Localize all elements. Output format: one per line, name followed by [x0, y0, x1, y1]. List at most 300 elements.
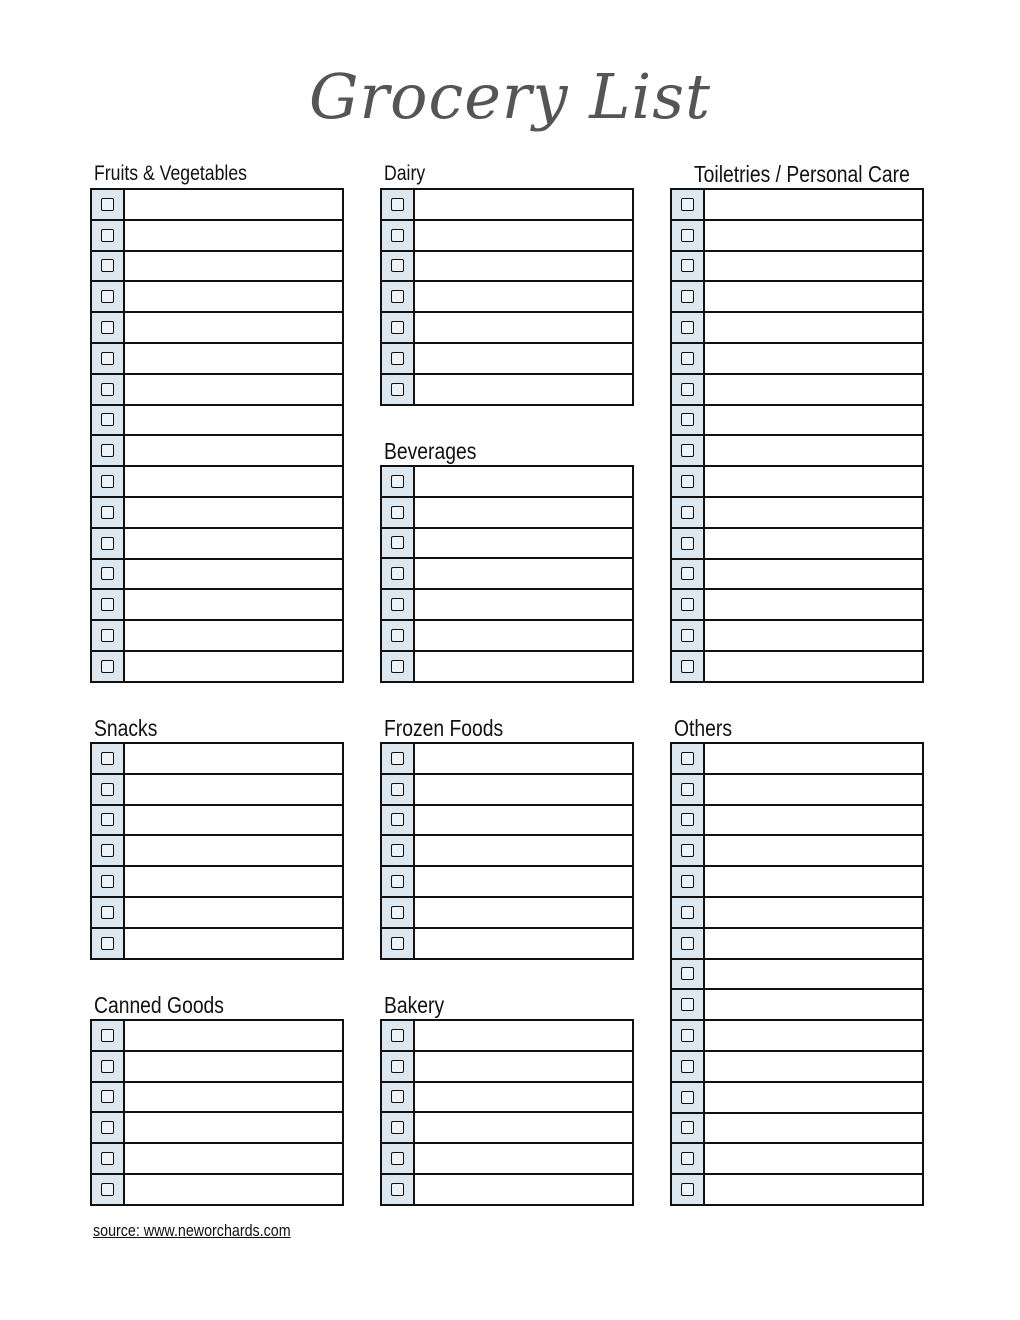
- item-write-line[interactable]: [705, 806, 922, 835]
- item-write-line[interactable]: [705, 836, 922, 865]
- list-item: [92, 898, 342, 929]
- list-item: [382, 252, 632, 283]
- item-write-line[interactable]: [125, 529, 342, 558]
- checkbox-cell: [382, 621, 415, 650]
- item-write-line[interactable]: [125, 744, 342, 773]
- list-item: [382, 929, 632, 960]
- checkbox[interactable]: [391, 660, 404, 673]
- item-write-line[interactable]: [415, 559, 632, 588]
- checkbox-cell: [672, 775, 705, 804]
- item-write-line[interactable]: [415, 282, 632, 311]
- checkbox[interactable]: [101, 229, 114, 242]
- page-title: Grocery List: [308, 60, 711, 133]
- checkbox[interactable]: [101, 537, 114, 550]
- checkbox[interactable]: [681, 906, 694, 919]
- checkbox-cell: [672, 960, 705, 989]
- list-item: [92, 467, 342, 498]
- checkbox-cell: [672, 406, 705, 435]
- item-write-line[interactable]: [415, 313, 632, 342]
- item-write-line[interactable]: [705, 1144, 922, 1173]
- checkbox[interactable]: [101, 444, 114, 457]
- item-write-line[interactable]: [125, 1083, 342, 1112]
- item-write-line[interactable]: [125, 1021, 342, 1050]
- item-write-line[interactable]: [415, 1175, 632, 1204]
- checkbox[interactable]: [681, 567, 694, 580]
- list-item: [92, 375, 342, 406]
- item-write-line[interactable]: [705, 344, 922, 373]
- item-write-line[interactable]: [705, 1052, 922, 1081]
- item-write-line[interactable]: [125, 1175, 342, 1204]
- list-item: [382, 529, 632, 560]
- checkbox[interactable]: [101, 1121, 114, 1134]
- item-write-line[interactable]: [125, 652, 342, 681]
- list-item: [92, 1113, 342, 1144]
- checkbox[interactable]: [391, 1090, 404, 1103]
- checkbox[interactable]: [391, 783, 404, 796]
- checkbox[interactable]: [101, 906, 114, 919]
- item-write-line[interactable]: [415, 775, 632, 804]
- checkbox-cell: [92, 221, 125, 250]
- checkbox[interactable]: [391, 598, 404, 611]
- item-write-line[interactable]: [415, 221, 632, 250]
- checkbox[interactable]: [681, 506, 694, 519]
- item-write-line[interactable]: [125, 313, 342, 342]
- checkbox[interactable]: [681, 967, 694, 980]
- item-write-line[interactable]: [415, 836, 632, 865]
- checklist: [90, 188, 344, 683]
- item-write-line[interactable]: [125, 436, 342, 465]
- checkbox[interactable]: [681, 1060, 694, 1073]
- checkbox-cell: [92, 836, 125, 865]
- list-item: [672, 529, 922, 560]
- item-write-line[interactable]: [415, 1021, 632, 1050]
- item-write-line[interactable]: [415, 190, 632, 219]
- checkbox-cell: [382, 467, 415, 496]
- checkbox-cell: [672, 1114, 705, 1143]
- checkbox[interactable]: [391, 198, 404, 211]
- checkbox-cell: [672, 375, 705, 404]
- checkbox[interactable]: [681, 1121, 694, 1134]
- item-write-line[interactable]: [705, 560, 922, 589]
- checkbox-cell: [382, 806, 415, 835]
- checkbox-cell: [382, 898, 415, 927]
- item-write-line[interactable]: [415, 1052, 632, 1081]
- list-item: [92, 282, 342, 313]
- checkbox[interactable]: [101, 629, 114, 642]
- item-write-line[interactable]: [705, 652, 922, 681]
- item-write-line[interactable]: [125, 898, 342, 927]
- section-title: Fruits & Vegetables: [94, 162, 247, 185]
- item-write-line[interactable]: [415, 252, 632, 281]
- list-item: [672, 1021, 922, 1052]
- section-title: Frozen Foods: [384, 715, 504, 741]
- checkbox[interactable]: [101, 937, 114, 950]
- checkbox-cell: [92, 436, 125, 465]
- checkbox[interactable]: [101, 1090, 114, 1103]
- checkbox[interactable]: [101, 567, 114, 580]
- list-item: [382, 498, 632, 529]
- item-write-line[interactable]: [415, 375, 632, 404]
- checkbox-cell: [382, 559, 415, 588]
- checkbox[interactable]: [391, 1152, 404, 1165]
- checkbox-cell: [92, 282, 125, 311]
- checkbox-cell: [672, 498, 705, 527]
- item-write-line[interactable]: [705, 621, 922, 650]
- item-write-line[interactable]: [125, 1052, 342, 1081]
- checkbox[interactable]: [391, 937, 404, 950]
- list-item: [92, 836, 342, 867]
- item-write-line[interactable]: [415, 1113, 632, 1142]
- item-write-line[interactable]: [125, 621, 342, 650]
- checkbox[interactable]: [391, 321, 404, 334]
- item-write-line[interactable]: [705, 498, 922, 527]
- item-write-line[interactable]: [125, 375, 342, 404]
- section-title: Canned Goods: [94, 992, 224, 1018]
- list-item: [382, 1113, 632, 1144]
- checkbox[interactable]: [681, 783, 694, 796]
- checkbox[interactable]: [681, 813, 694, 826]
- checkbox[interactable]: [101, 1029, 114, 1042]
- checkbox[interactable]: [391, 506, 404, 519]
- checkbox[interactable]: [681, 259, 694, 272]
- item-write-line[interactable]: [125, 190, 342, 219]
- list-item: [382, 190, 632, 221]
- item-write-line[interactable]: [415, 929, 632, 958]
- list-item: [382, 898, 632, 929]
- checkbox-cell: [672, 1021, 705, 1050]
- checkbox[interactable]: [681, 752, 694, 765]
- checkbox[interactable]: [681, 229, 694, 242]
- item-write-line[interactable]: [415, 652, 632, 681]
- list-item: [92, 221, 342, 252]
- checkbox[interactable]: [391, 290, 404, 303]
- checkbox-cell: [672, 467, 705, 496]
- item-write-line[interactable]: [125, 221, 342, 250]
- checkbox[interactable]: [101, 1152, 114, 1165]
- checkbox[interactable]: [101, 506, 114, 519]
- checkbox-cell: [92, 344, 125, 373]
- item-write-line[interactable]: [415, 806, 632, 835]
- list-item: [382, 836, 632, 867]
- checklist: [90, 742, 344, 960]
- checkbox[interactable]: [391, 1183, 404, 1196]
- checkbox-cell: [672, 313, 705, 342]
- checkbox[interactable]: [391, 906, 404, 919]
- item-write-line[interactable]: [415, 1083, 632, 1112]
- checkbox[interactable]: [681, 537, 694, 550]
- checkbox-cell: [92, 313, 125, 342]
- checkbox[interactable]: [101, 875, 114, 888]
- checkbox[interactable]: [391, 875, 404, 888]
- list-item: [672, 590, 922, 621]
- section-title: Others: [674, 715, 732, 741]
- checkbox[interactable]: [391, 475, 404, 488]
- list-item: [382, 1052, 632, 1083]
- item-write-line[interactable]: [125, 836, 342, 865]
- checkbox[interactable]: [101, 413, 114, 426]
- checkbox[interactable]: [681, 660, 694, 673]
- item-write-line[interactable]: [705, 436, 922, 465]
- list-item: [672, 467, 922, 498]
- checkbox[interactable]: [391, 1060, 404, 1073]
- checkbox[interactable]: [101, 844, 114, 857]
- item-write-line[interactable]: [705, 375, 922, 404]
- item-write-line[interactable]: [705, 990, 922, 1019]
- checklist: [380, 188, 634, 406]
- list-item: [672, 836, 922, 867]
- item-write-line[interactable]: [705, 929, 922, 958]
- checkbox-cell: [92, 1052, 125, 1081]
- checkbox[interactable]: [391, 383, 404, 396]
- checkbox-cell: [382, 775, 415, 804]
- item-write-line[interactable]: [415, 498, 632, 527]
- item-write-line[interactable]: [125, 406, 342, 435]
- item-write-line[interactable]: [705, 252, 922, 281]
- section-title: Bakery: [384, 992, 445, 1018]
- checkbox-cell: [672, 898, 705, 927]
- checkbox[interactable]: [681, 1183, 694, 1196]
- item-write-line[interactable]: [705, 744, 922, 773]
- checkbox-cell: [382, 590, 415, 619]
- checkbox-cell: [672, 529, 705, 558]
- checkbox-cell: [92, 806, 125, 835]
- list-item: [382, 867, 632, 898]
- list-item: [672, 1175, 922, 1206]
- checkbox[interactable]: [681, 937, 694, 950]
- item-write-line[interactable]: [125, 344, 342, 373]
- checkbox[interactable]: [681, 1029, 694, 1042]
- checkbox-cell: [382, 282, 415, 311]
- list-item: [672, 406, 922, 437]
- checkbox-cell: [672, 836, 705, 865]
- checkbox[interactable]: [391, 536, 404, 549]
- list-item: [92, 1144, 342, 1175]
- checkbox[interactable]: [681, 629, 694, 642]
- checkbox[interactable]: [101, 1183, 114, 1196]
- item-write-line[interactable]: [705, 590, 922, 619]
- item-write-line[interactable]: [705, 1021, 922, 1050]
- checkbox[interactable]: [681, 198, 694, 211]
- checkbox-cell: [92, 867, 125, 896]
- checkbox[interactable]: [681, 844, 694, 857]
- checkbox[interactable]: [391, 229, 404, 242]
- checkbox-cell: [672, 560, 705, 589]
- list-item: [672, 806, 922, 837]
- item-write-line[interactable]: [125, 252, 342, 281]
- checkbox[interactable]: [101, 598, 114, 611]
- checkbox[interactable]: [101, 475, 114, 488]
- item-write-line[interactable]: [415, 529, 632, 558]
- item-write-line[interactable]: [705, 221, 922, 250]
- checkbox[interactable]: [101, 783, 114, 796]
- checkbox[interactable]: [391, 844, 404, 857]
- item-write-line[interactable]: [125, 867, 342, 896]
- checkbox[interactable]: [681, 475, 694, 488]
- checkbox-cell: [92, 406, 125, 435]
- checkbox-cell: [382, 375, 415, 404]
- checkbox[interactable]: [681, 998, 694, 1011]
- list-item: [672, 375, 922, 406]
- item-write-line[interactable]: [705, 190, 922, 219]
- item-write-line[interactable]: [125, 467, 342, 496]
- item-write-line[interactable]: [415, 1144, 632, 1173]
- list-item: [382, 1083, 632, 1114]
- item-write-line[interactable]: [705, 1175, 922, 1204]
- item-write-line[interactable]: [125, 590, 342, 619]
- checkbox[interactable]: [101, 660, 114, 673]
- checkbox-cell: [92, 898, 125, 927]
- checkbox-cell: [382, 1175, 415, 1204]
- list-item: [672, 744, 922, 775]
- item-write-line[interactable]: [705, 775, 922, 804]
- checkbox[interactable]: [681, 875, 694, 888]
- checkbox[interactable]: [101, 813, 114, 826]
- checkbox-cell: [382, 221, 415, 250]
- checkbox-cell: [92, 590, 125, 619]
- list-item: [92, 560, 342, 591]
- list-item: [92, 590, 342, 621]
- checkbox-cell: [672, 652, 705, 681]
- item-write-line[interactable]: [705, 898, 922, 927]
- list-item: [382, 375, 632, 406]
- checkbox[interactable]: [391, 352, 404, 365]
- checkbox-cell: [382, 1052, 415, 1081]
- item-write-line[interactable]: [125, 1144, 342, 1173]
- checkbox-cell: [672, 1052, 705, 1081]
- list-item: [672, 1052, 922, 1083]
- checkbox-cell: [382, 529, 415, 558]
- list-item: [382, 221, 632, 252]
- source-link[interactable]: source: www.neworchards.com: [93, 1221, 291, 1240]
- checkbox-cell: [672, 282, 705, 311]
- checkbox[interactable]: [391, 259, 404, 272]
- item-write-line[interactable]: [415, 898, 632, 927]
- checkbox-cell: [382, 867, 415, 896]
- checkbox[interactable]: [101, 752, 114, 765]
- checkbox[interactable]: [681, 444, 694, 457]
- item-write-line[interactable]: [705, 1114, 922, 1143]
- checkbox[interactable]: [391, 629, 404, 642]
- list-item: [92, 1021, 342, 1052]
- list-item: [92, 190, 342, 221]
- list-item: [92, 652, 342, 683]
- checkbox[interactable]: [101, 321, 114, 334]
- checkbox[interactable]: [681, 1152, 694, 1165]
- list-item: [672, 621, 922, 652]
- item-write-line[interactable]: [415, 590, 632, 619]
- list-item: [382, 775, 632, 806]
- checkbox-cell: [382, 1083, 415, 1112]
- checkbox[interactable]: [101, 198, 114, 211]
- checkbox-cell: [672, 436, 705, 465]
- item-write-line[interactable]: [705, 1083, 922, 1112]
- checkbox[interactable]: [101, 290, 114, 303]
- item-write-line[interactable]: [705, 313, 922, 342]
- item-write-line[interactable]: [125, 806, 342, 835]
- item-write-line[interactable]: [705, 529, 922, 558]
- checkbox-cell: [672, 344, 705, 373]
- checkbox[interactable]: [101, 1060, 114, 1073]
- checkbox[interactable]: [101, 352, 114, 365]
- checkbox-cell: [92, 621, 125, 650]
- checkbox-cell: [92, 1113, 125, 1142]
- checkbox-cell: [672, 221, 705, 250]
- list-item: [92, 1052, 342, 1083]
- list-item: [382, 744, 632, 775]
- checkbox-cell: [92, 775, 125, 804]
- section-title: Beverages: [384, 438, 477, 464]
- checkbox[interactable]: [101, 383, 114, 396]
- checklist: [380, 742, 634, 960]
- checkbox-cell: [672, 806, 705, 835]
- item-write-line[interactable]: [705, 406, 922, 435]
- checkbox[interactable]: [101, 259, 114, 272]
- checkbox[interactable]: [391, 567, 404, 580]
- checkbox[interactable]: [391, 1121, 404, 1134]
- list-item: [92, 775, 342, 806]
- checkbox[interactable]: [681, 290, 694, 303]
- list-item: [92, 1083, 342, 1114]
- checkbox[interactable]: [681, 321, 694, 334]
- checkbox[interactable]: [391, 813, 404, 826]
- item-write-line[interactable]: [125, 282, 342, 311]
- list-item: [672, 960, 922, 991]
- item-write-line[interactable]: [705, 960, 922, 989]
- checkbox[interactable]: [681, 1091, 694, 1104]
- item-write-line[interactable]: [125, 929, 342, 958]
- checkbox[interactable]: [681, 383, 694, 396]
- list-item: [672, 898, 922, 929]
- checkbox-cell: [672, 744, 705, 773]
- list-item: [672, 221, 922, 252]
- checkbox[interactable]: [391, 1029, 404, 1042]
- list-item: [382, 559, 632, 590]
- section-title: Snacks: [94, 715, 158, 741]
- list-item: [672, 560, 922, 591]
- item-write-line[interactable]: [705, 867, 922, 896]
- item-write-line[interactable]: [705, 467, 922, 496]
- item-write-line[interactable]: [125, 498, 342, 527]
- list-item: [672, 1083, 922, 1114]
- item-write-line[interactable]: [415, 344, 632, 373]
- list-item: [382, 1175, 632, 1206]
- list-item: [382, 621, 632, 652]
- item-write-line[interactable]: [125, 1113, 342, 1142]
- list-item: [672, 990, 922, 1021]
- item-write-line[interactable]: [415, 621, 632, 650]
- list-item: [92, 313, 342, 344]
- item-write-line[interactable]: [415, 867, 632, 896]
- checkbox[interactable]: [391, 752, 404, 765]
- checkbox-cell: [92, 190, 125, 219]
- checkbox[interactable]: [681, 413, 694, 426]
- checkbox[interactable]: [681, 352, 694, 365]
- checkbox-cell: [92, 1021, 125, 1050]
- list-item: [672, 313, 922, 344]
- list-item: [92, 929, 342, 960]
- checkbox[interactable]: [681, 598, 694, 611]
- item-write-line[interactable]: [415, 744, 632, 773]
- item-write-line[interactable]: [125, 560, 342, 589]
- list-item: [382, 344, 632, 375]
- checkbox-cell: [672, 929, 705, 958]
- item-write-line[interactable]: [415, 467, 632, 496]
- item-write-line[interactable]: [705, 282, 922, 311]
- item-write-line[interactable]: [125, 775, 342, 804]
- checkbox-cell: [672, 190, 705, 219]
- checkbox-cell: [382, 252, 415, 281]
- list-item: [382, 313, 632, 344]
